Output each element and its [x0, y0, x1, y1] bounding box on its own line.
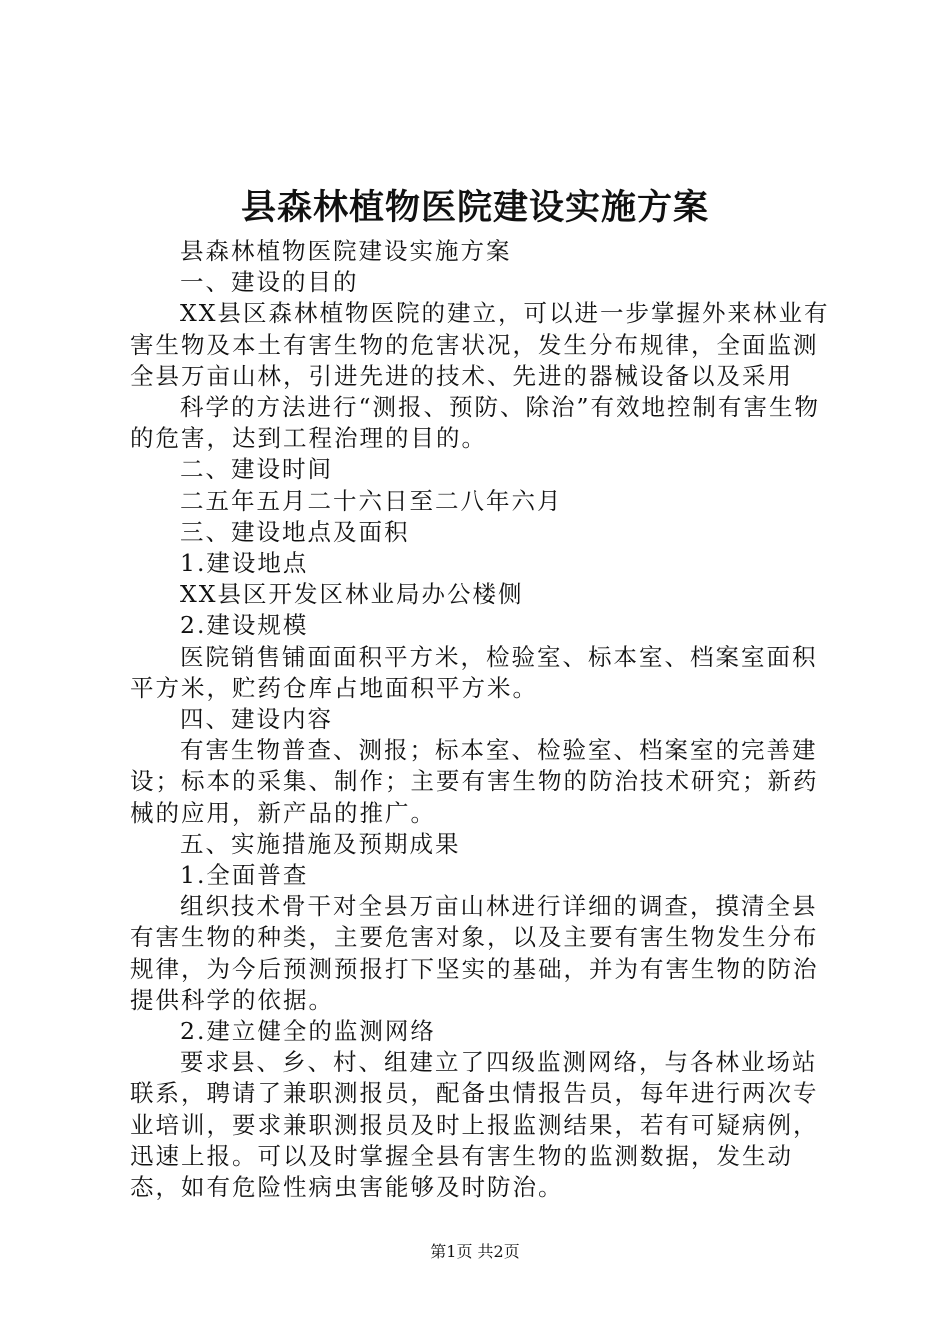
paragraph-time: 二五年五月二十六日至二八年六月: [180, 486, 563, 515]
paragraph-subtitle: 县森林植物医院建设实施方案: [180, 237, 512, 265]
heading-measures: 五、实施措施及预期成果: [180, 829, 461, 858]
heading-content: 四、建设内容: [180, 705, 333, 734]
subheading-scale: 2.建设规模: [180, 611, 309, 640]
document-body: [130, 236, 835, 1203]
heading-purpose: 一、建设的目的: [180, 268, 359, 297]
paragraph-network: 要求县、乡、村、组建立了四级监测网络，与各林业场站联系，聘请了兼职测报员，配备虫情报告员，每年进行两次专业培训，要求兼职测报员及时上报监测结果，若有可疑病例，迅速上报。可以及时掌握全县有害生物的监测数据，发生动态，如有危险性病虫害能够及时防治。: [130, 1048, 819, 1202]
heading-time: 二、建设时间: [180, 455, 333, 484]
subheading-network: 2.建立健全的监测网络: [180, 1017, 436, 1046]
subheading-site: 1.建设地点: [180, 549, 309, 578]
paragraph-scale: 医院销售铺面面积平方米，检验室、标本室、档案室面积平方米，贮药仓库占地面积平方米。: [130, 642, 818, 702]
paragraph-purpose-2: 科学的方法进行“测报、预防、除治”有效地控制有害生物的危害，达到工程治理的目的。: [130, 393, 821, 453]
subheading-survey: 1.全面普查: [180, 861, 309, 890]
paragraph-purpose-1: XX县区森林植物医院的建立，可以进一步掌握外来林业有害生物及本土有害生物的危害状况，发生分布规律，全面监测全县万亩山林，引进先进的技术、先进的器械设备以及采用: [130, 299, 830, 390]
document-title: 县森林植物医院建设实施方案: [240, 188, 709, 228]
paragraph-site: XX县区开发区林业局办公楼侧: [180, 580, 524, 609]
paragraph-survey: 组织技术骨干对全县万亩山林进行详细的调查，摸清全县有害生物的种类，主要危害对象，以及主要有害生物发生分布规律，为今后预测预报打下坚实的基础，并为有害生物的防治提供科学的依据。: [130, 892, 819, 1014]
heading-location: 三、建设地点及面积: [180, 517, 410, 546]
page-number: 第1页 共2页: [430, 1242, 520, 1261]
paragraph-content: 有害生物普查、测报；标本室、检验室、档案室的完善建设；标本的采集、制作；主要有害生物的防治技术研究；新药械的应用，新产品的推广。: [130, 736, 819, 827]
